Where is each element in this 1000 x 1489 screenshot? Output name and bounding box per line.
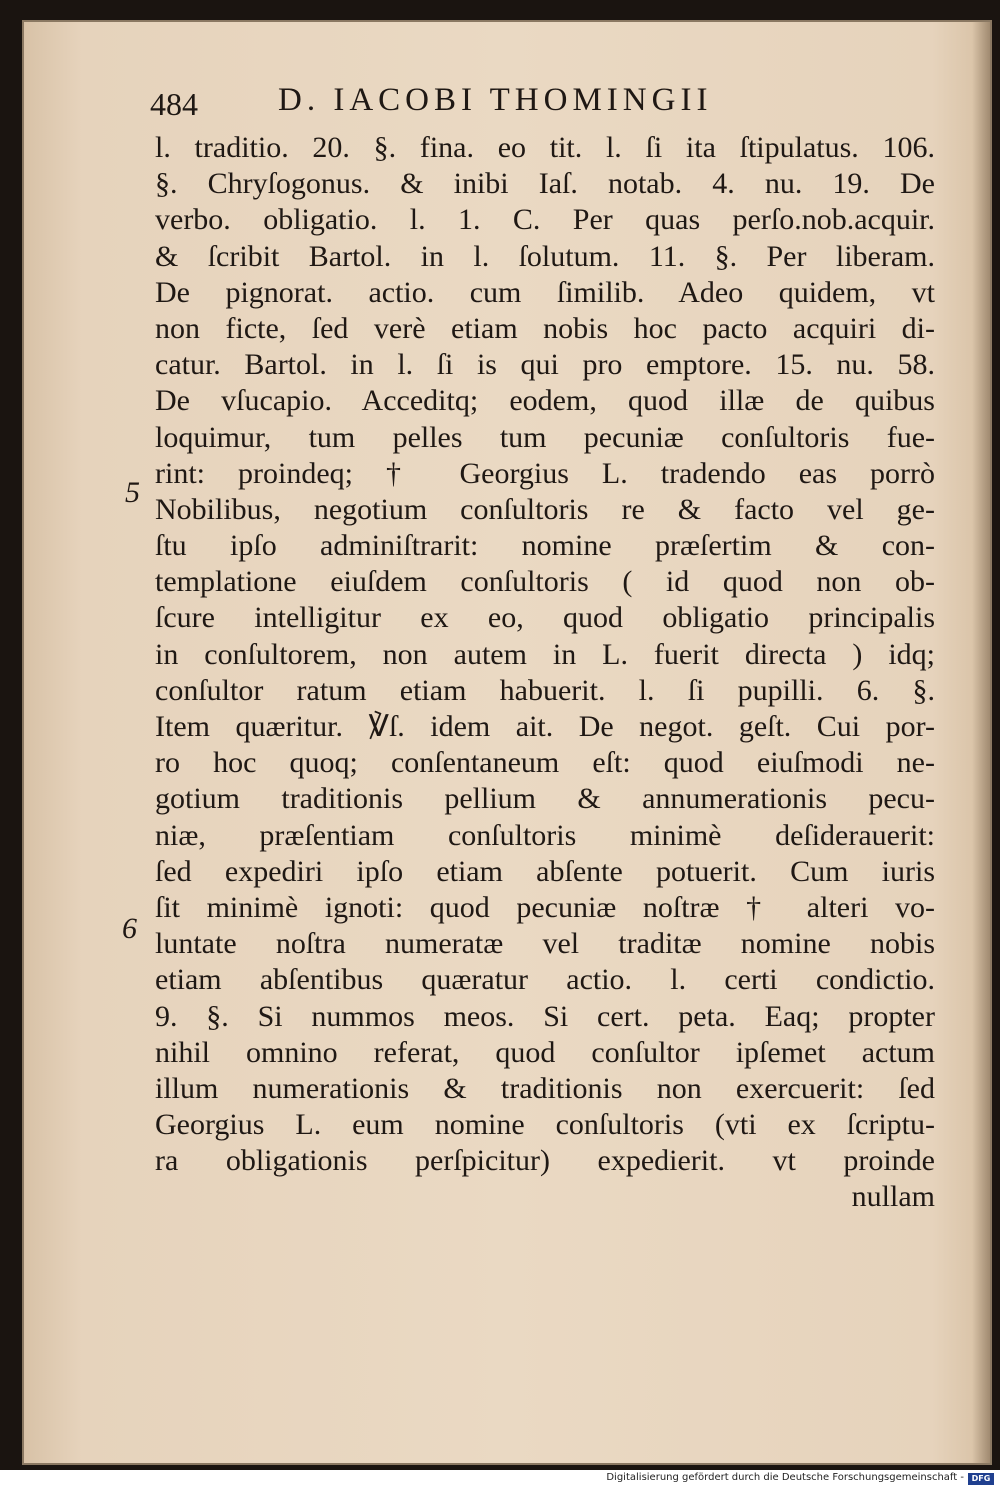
text-line: catur. Bartol. in l. ſi is qui pro emptore. 15. nu. 58. bbox=[155, 348, 935, 382]
text-line: ſtu ipſo adminiſtrarit: nomine præſertim & con- bbox=[155, 529, 935, 563]
text-line: l. traditio. 20. §. fina. eo tit. l. ſi ita ſtipulatus. 106. bbox=[155, 131, 935, 164]
text-line: templatione eiuſdem conſultoris ( id quod non ob- bbox=[155, 565, 935, 599]
text-line: illum numerationis & traditionis non exercuerit: ſed bbox=[155, 1071, 935, 1105]
margin-number: 5 bbox=[125, 476, 140, 509]
text-line: ſcure intelligitur ex eo, quod obligatio principalis bbox=[155, 601, 935, 635]
page-number: 484 bbox=[150, 86, 198, 122]
footer-bar bbox=[0, 1470, 1000, 1489]
text-line: etiam abſentibus quæratur actio. l. certi condictio. bbox=[155, 963, 935, 997]
body-text bbox=[155, 130, 935, 1216]
text-line: niæ, præſentiam conſultoris minimè deſiderauerit: bbox=[155, 818, 935, 852]
margin-number: 6 bbox=[122, 912, 137, 945]
text-line: §. Chryſogonus. & inibi Iaſ. notab. 4. nu. 19. De bbox=[155, 167, 935, 201]
text-line: non ficte, ſed verè etiam nobis hoc pacto acquiri di- bbox=[155, 311, 935, 345]
text-line: verbo. obligatio. l. 1. C. Per quas perſo.nob.acquir. bbox=[155, 203, 935, 237]
text-line: Item quæritur. ℣ſ. idem ait. De negot. geſt. Cui por- bbox=[155, 710, 935, 743]
text-line: in conſultorem, non autem in L. fuerit directa ) idq; bbox=[155, 637, 935, 671]
text-line: ra obligationis perſpicitur) expedierit. vt proinde bbox=[155, 1144, 935, 1178]
text-line: conſultor ratum etiam habuerit. l. ſi pupilli. 6. §. bbox=[155, 673, 935, 707]
running-head-title: D. IACOBI THOMINGII bbox=[278, 82, 713, 118]
text-line: nihil omnino referat, quod conſultor ipſemet actum bbox=[155, 1035, 935, 1069]
text-line: Georgius L. eum nomine conſultoris (vti ex ſcriptu- bbox=[155, 1108, 935, 1142]
text-line: De pignorat. actio. cum ſimilib. Adeo quidem, vt bbox=[155, 275, 935, 309]
text-line: 9. §. Si nummos meos. Si cert. peta. Eaq; propter bbox=[155, 999, 935, 1033]
text-line: Nobilibus, negotium conſultoris re & facto vel ge- bbox=[155, 492, 935, 526]
text-line: gotium traditionis pellium & annumerationis pecu- bbox=[155, 782, 935, 816]
running-head bbox=[150, 80, 810, 124]
text-line: ſed expediri ipſo etiam abſente potuerit. Cum iuris bbox=[155, 854, 935, 888]
text-line: De vſucapio. Acceditq; eodem, quod illæ de quibus bbox=[155, 384, 935, 418]
text-line: rint: proindeq; † Georgius L. tradendo eas porrò bbox=[155, 456, 935, 490]
text-line: ſit minimè ignoti: quod pecuniæ noſtræ † alteri vo- bbox=[155, 890, 935, 924]
text-line: luntate noſtra numeratæ vel traditæ nomine nobis bbox=[155, 927, 935, 961]
text-line: & ſcribit Bartol. in l. ſolutum. 11. §. Per liberam. bbox=[155, 239, 935, 273]
text-line: ro hoc quoq; conſentaneum eſt: quod eiuſmodi ne- bbox=[155, 746, 935, 780]
text-line: loquimur, tum pelles tum pecuniæ conſultoris fue- bbox=[155, 420, 935, 454]
dfg-logo: DFG bbox=[968, 1473, 994, 1485]
funding-credit: Digitalisierung gefördert durch die Deutsche Forschungsgemeinschaft - bbox=[606, 1472, 964, 1483]
catchword: nullam bbox=[851, 1180, 935, 1214]
